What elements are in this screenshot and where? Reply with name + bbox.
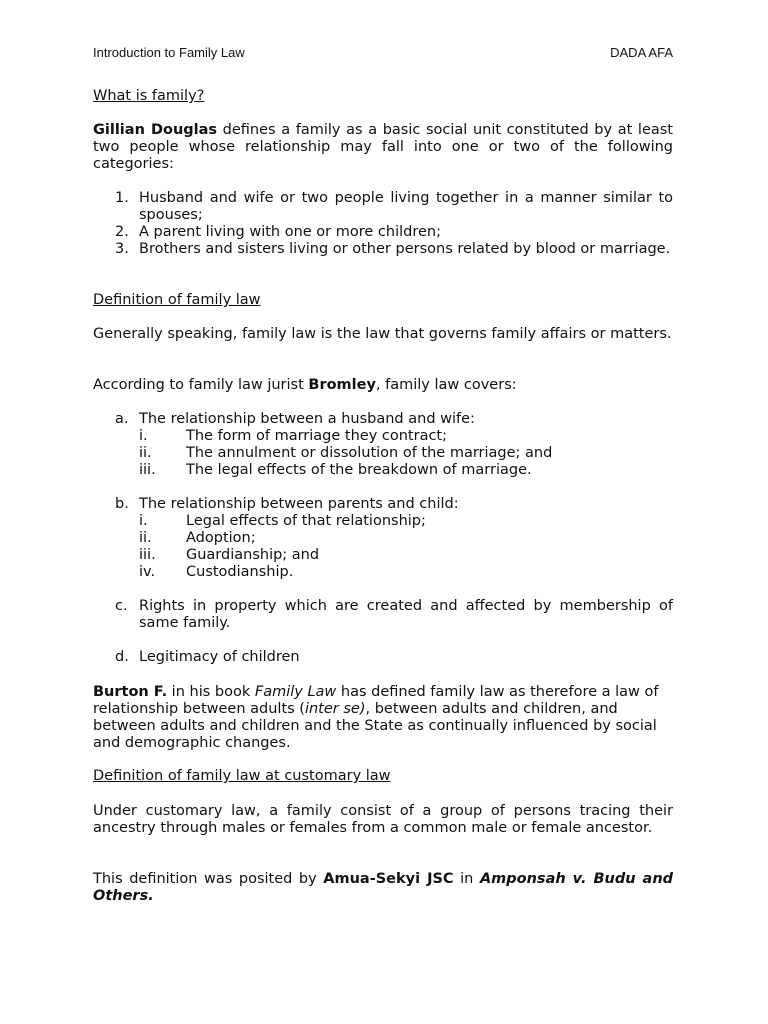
- header-left: Introduction to Family Law: [93, 45, 245, 60]
- text: This definition was posited by: [93, 871, 324, 887]
- text: , between adults and children, and between adults and children and the State as continually influenced by social and demographic changes.: [93, 701, 657, 751]
- sublist-text: The legal effects of the breakdown of marriage.: [186, 462, 532, 478]
- list-text: A parent living with one or more children;: [139, 224, 441, 240]
- latin-term: inter se): [304, 701, 366, 717]
- list-text: The relationship between a husband and wife:: [139, 411, 475, 427]
- roman-number: iii.: [139, 547, 156, 563]
- sublist-text: Adoption;: [186, 530, 256, 546]
- text: According to family law jurist: [93, 377, 309, 393]
- sublist-text: Legal effects of that relationship;: [186, 513, 426, 529]
- text: in: [453, 871, 480, 887]
- paragraph-burton: [93, 684, 673, 752]
- list-letter: a.: [115, 411, 129, 427]
- sublist-text: Custodianship.: [186, 564, 294, 580]
- list-letter: d.: [115, 649, 129, 665]
- paragraph-general: Generally speaking, family law is the law that governs family affairs or matters.: [93, 326, 672, 342]
- header-right: DADA AFA: [610, 45, 673, 60]
- list-number: 3.: [115, 241, 129, 257]
- list-text: Rights in property which are created and affected by membership of same family.: [139, 598, 673, 631]
- name-amua-sekyi: Amua-Sekyi JSC: [323, 871, 454, 887]
- roman-number: i.: [139, 428, 148, 444]
- book-title: Family Law: [254, 684, 337, 700]
- sublist-text: The form of marriage they contract;: [186, 428, 447, 444]
- name-bromley: Bromley: [308, 377, 376, 393]
- roman-number: iv.: [139, 564, 156, 580]
- paragraph-douglas: [93, 122, 673, 173]
- sublist-text: The annulment or dissolution of the marriage; and: [186, 445, 553, 461]
- list-text: Legitimacy of children: [139, 649, 300, 665]
- roman-number: i.: [139, 513, 148, 529]
- heading-customary-law: Definition of family law at customary law: [93, 768, 391, 784]
- paragraph-customary: Under customary law, a family consist of a group of persons tracing their ancestry through males or females from a common male or female ancestor.: [93, 803, 673, 836]
- paragraph-amua-sekyi: [93, 871, 673, 905]
- case-name: Amponsah v. Budu and Others.: [93, 871, 674, 904]
- list-letter: c.: [115, 598, 128, 614]
- sublist-text: Guardianship; and: [186, 547, 320, 563]
- page-header: [93, 45, 673, 61]
- paragraph-bromley: [93, 377, 673, 394]
- roman-number: ii.: [139, 445, 152, 461]
- roman-number: iii.: [139, 462, 156, 478]
- name-burton: Burton F.: [93, 684, 168, 700]
- text: in his book: [167, 684, 255, 700]
- text: , family law covers:: [375, 377, 517, 393]
- heading-what-is-family: What is family?: [93, 88, 205, 104]
- list-text: Husband and wife or two people living together in a manner similar to spouses;: [139, 190, 673, 223]
- roman-number: ii.: [139, 530, 152, 546]
- paragraph-douglas-text: defines a family as a basic social unit constituted by at least two people whose relationship may fall into one or two of the following categories:: [93, 122, 673, 172]
- text: has defined family law as therefore a law of relationship between adults (: [93, 684, 659, 717]
- list-number: 1.: [115, 190, 129, 206]
- name-gillian-douglas: Gillian Douglas: [93, 122, 218, 138]
- list-text: The relationship between parents and child:: [139, 496, 459, 512]
- list-letter: b.: [115, 496, 129, 512]
- heading-definition-family-law: Definition of family law: [93, 292, 261, 308]
- list-number: 2.: [115, 224, 129, 240]
- list-text: Brothers and sisters living or other persons related by blood or marriage.: [139, 241, 671, 257]
